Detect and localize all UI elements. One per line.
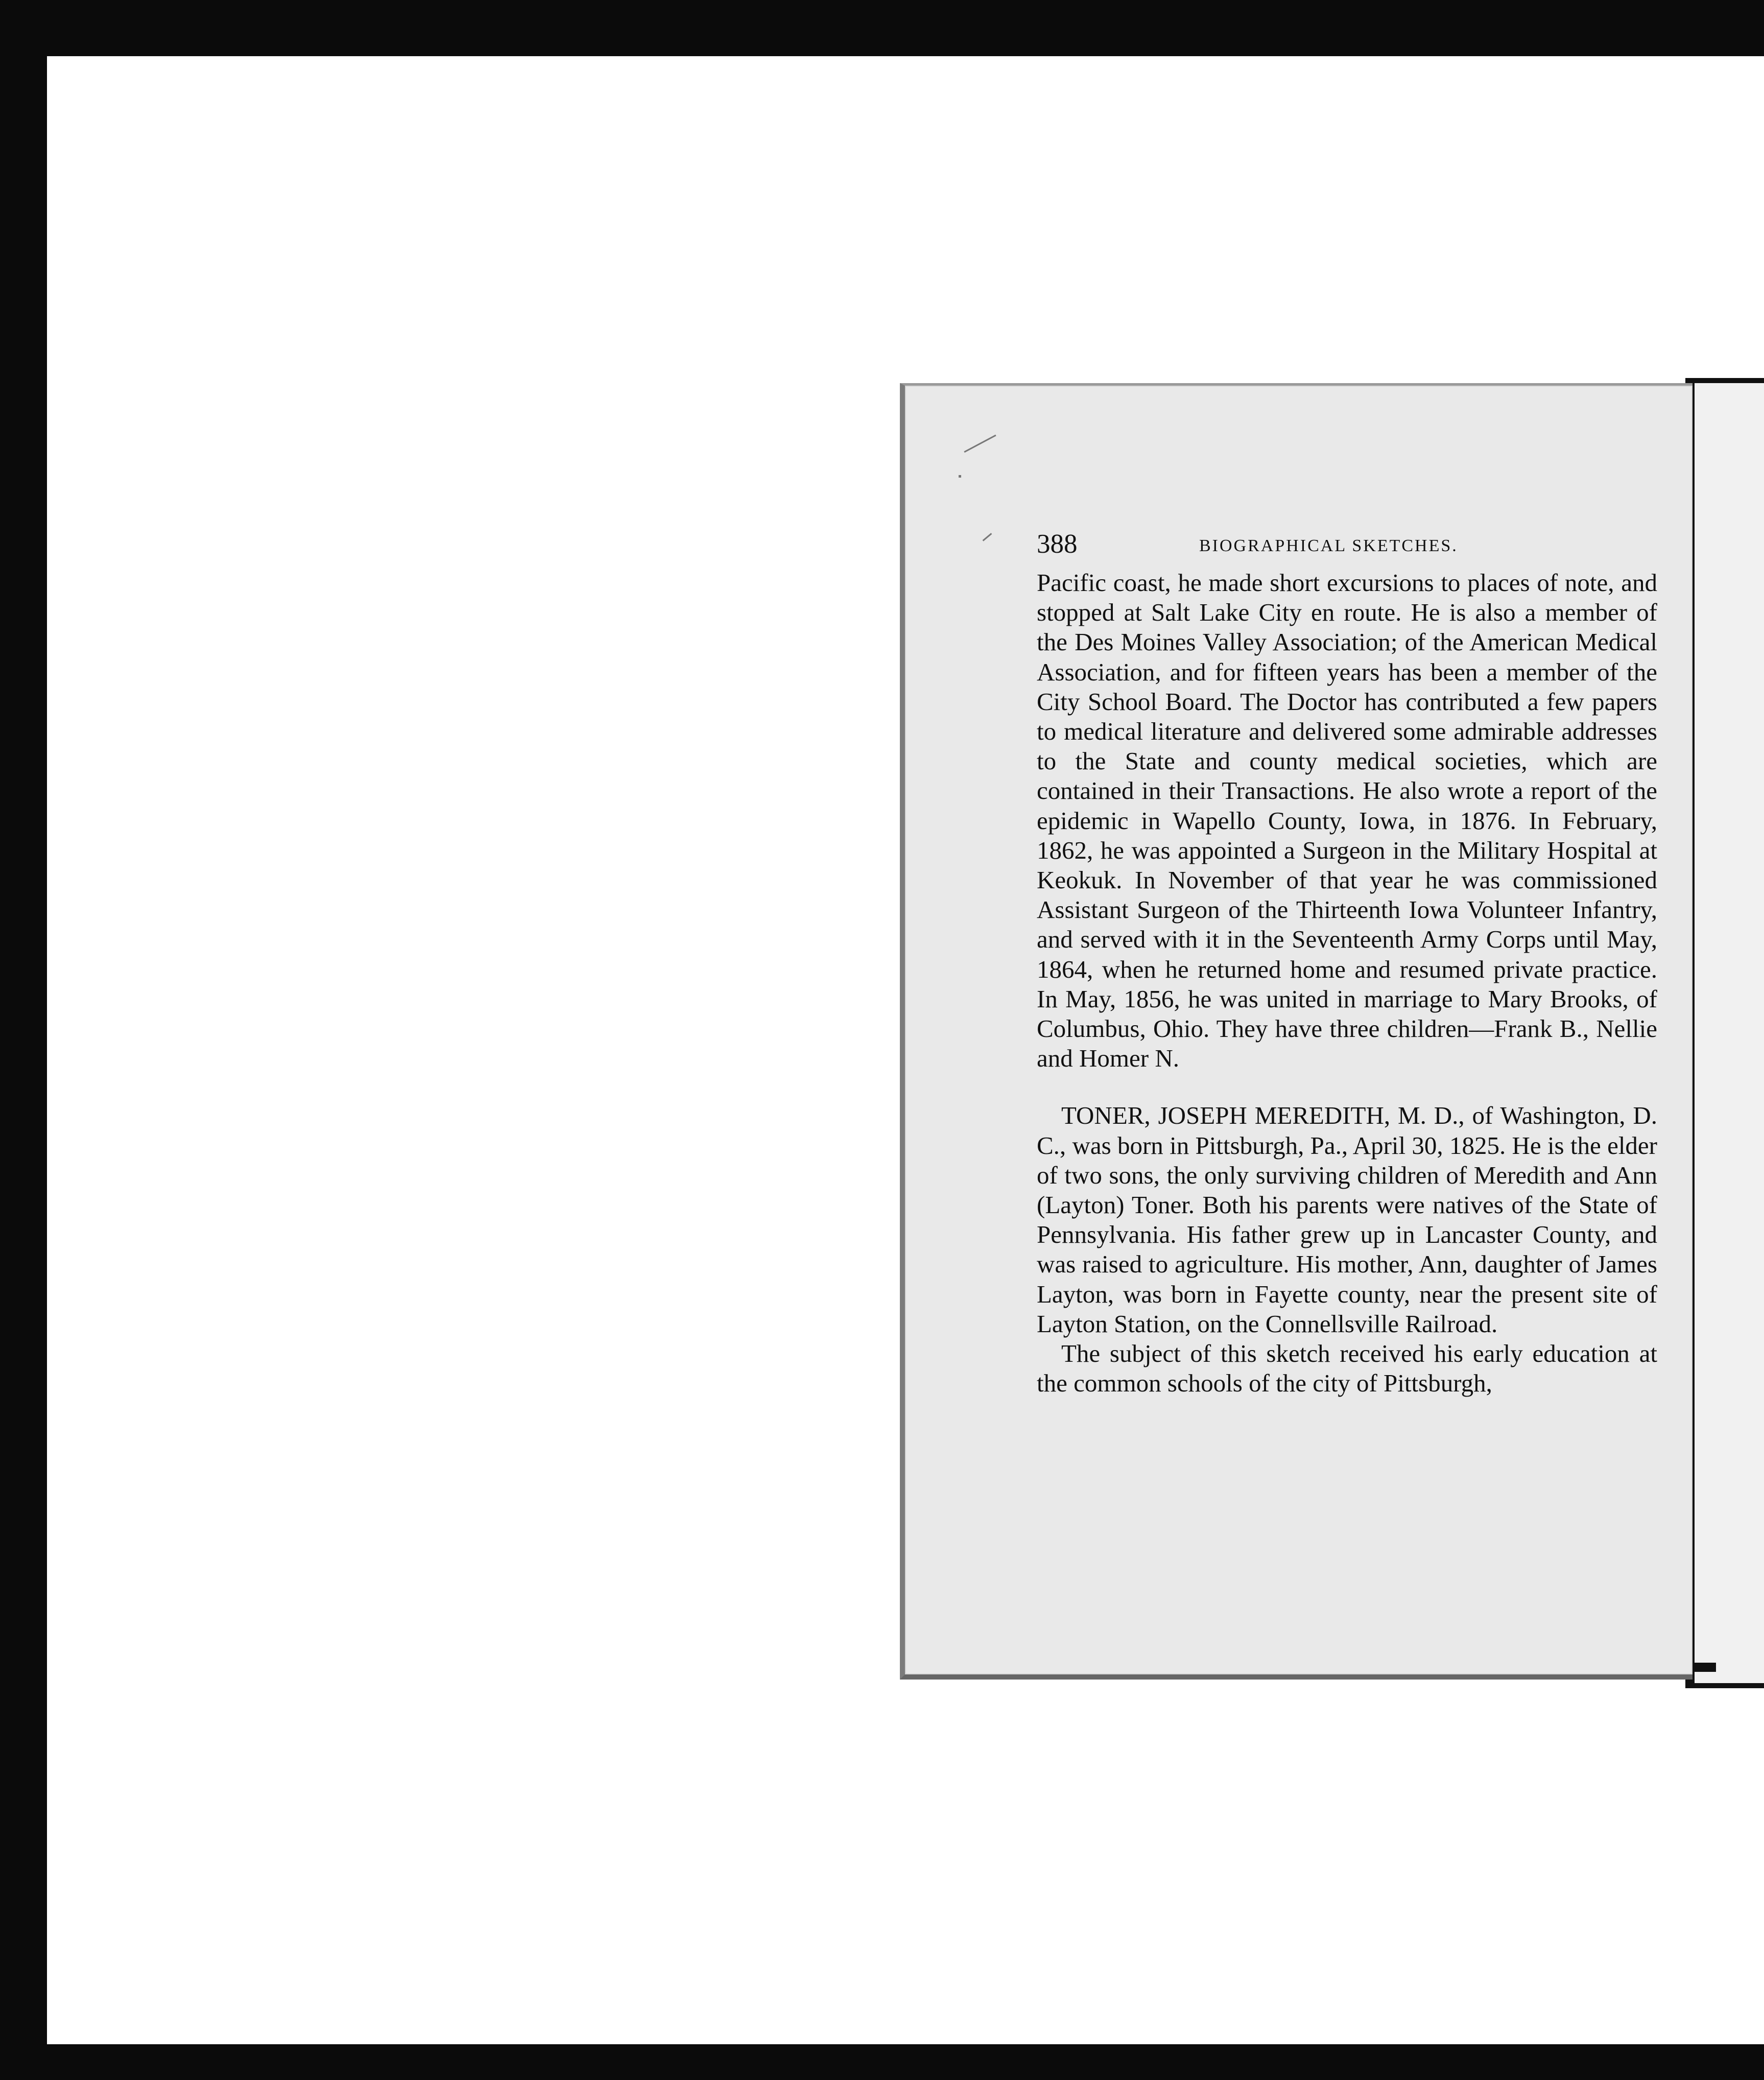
stray-ink-mark [983,533,992,541]
stray-ink-mark [964,435,996,453]
scan-frame-bottom [0,2044,1764,2080]
page-text [1037,568,1657,1398]
stray-ink-mark [959,475,961,478]
page-number: 388 [1037,529,1078,559]
book-page [900,383,1693,1680]
scan-frame-left [0,0,47,2080]
scan-frame-top [0,0,1764,56]
paragraph-toner-intro: TONER, JOSEPH MEREDITH, M. D., of Washington, D. C., was born in Pittsburgh, Pa., April 30, 1825. He is the elder of two sons, the only surviving children of Meredith and Ann (Layton) Toner. Both his parents were natives of the State of Pennsylvania. His father grew up in Lancaster County, and was raised to agriculture. His mother, Ann, daughter of James Layton, was born in Fayette county, near the present site of Layton Station, on the Connellsville Railroad. [1037,1101,1657,1338]
adjacent-page-edge [1685,378,1764,1688]
paragraph-continuation: Pacific coast, he made short excursions to places of note, and stopped at Salt Lake City en route. He is also a member of the Des Moines Valley Association; of the American Medical Association, and for fifteen years has been a member of the City School Board. The Doctor has contributed a few papers to medical literature and delivered some admirable addresses to the State and county medical societies, which are contained in their Transactions. He also wrote a report of the epidemic in Wapello County, Iowa, in 1876. In February, 1862, he was appointed a Surgeon in the Military Hospital at Keokuk. In November of that year he was commissioned Assistant Surgeon of the Thirteenth Iowa Volunteer Infantry, and served with it in the Seventeenth Army Corps until May, 1864, when he returned home and resumed private practice. In May, 1856, he was united in marriage to Mary Brooks, of Columbus, Ohio. They have three children—Frank B., Nellie and Homer N. [1037,569,1657,1073]
running-head [1037,526,1657,562]
paragraph-toner-education: The subject of this sketch received his early education at the common schools of the city of Pittsburgh, [1037,1339,1657,1398]
page-heading: BIOGRAPHICAL SKETCHES. [1199,536,1458,555]
